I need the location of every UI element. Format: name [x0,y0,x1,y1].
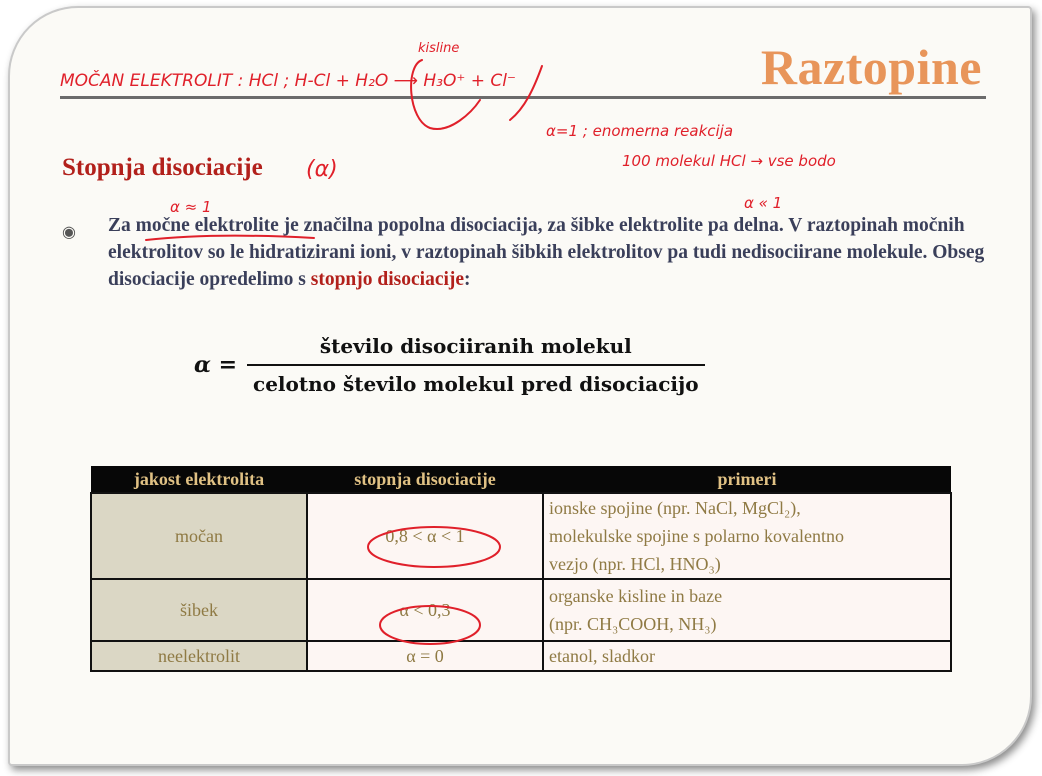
header-stopnja: stopnja disociacije [307,466,543,493]
ink-section-alpha: (α) [306,157,338,182]
cell-jakost: šibek [91,579,307,641]
ink-line1: MOČAN ELEKTROLIT : HCl ; H-Cl + H₂O ⟶ H₃O⁺ + Cl⁻ [60,71,516,91]
title-divider [60,96,986,99]
cell-jakost: neelektrolit [91,641,307,671]
header-jakost: jakost elektrolita [91,466,307,493]
cell-jakost: močan [91,493,307,579]
primeri-line: organske kisline in baze [549,586,723,606]
bullet-text [108,212,988,293]
slide-title: Raztopine [760,39,982,95]
section-title: Stopnja disociacije [62,154,263,181]
bullet-highlight: stopnjo disociacije [310,269,465,290]
cell-stopnja: α < 0,3 [307,579,543,641]
ink-alpha-one: α=1 ; enomerna reakcija [546,122,734,140]
ink-arrow-stroke [510,66,542,120]
header-primeri: primeri [543,466,951,493]
primeri-line: ionske spojine (npr. NaCl, MgCl₂), [549,498,801,518]
primeri-line: etanol, sladkor [549,646,655,666]
ink-alpha-approx: α ≈ 1 [170,198,212,216]
dissociation-table [90,466,952,672]
ink-kisline: kisline [418,41,460,56]
table-header-row [91,466,951,493]
ink-loop-arrow [411,60,480,129]
bullet-icon: ◉ [62,224,76,241]
bullet-text-part1: Za močne elektrolite je značilna popolna disociacija, za šibke elektrolite pa delna. V raztopinah močnih elektrolitov so le hidratizirani ioni, v raztopinah šibkih elektrolitov pa tudi nedisociirane molekule. Obseg disociacije opredelimo s [108,215,985,290]
formula-fraction [247,334,705,396]
bullet-text-part2: : [464,269,471,290]
cell-stopnja: 0,8 < α < 1 [307,493,543,579]
table-row [91,641,951,671]
formula-lhs: α = [194,352,238,378]
slide [8,6,1032,766]
table-row [91,493,951,579]
cell-primeri [543,579,951,641]
primeri-line: molekulske spojine s polarno kovalentno [549,526,844,546]
primeri-line: vezjo (npr. HCl, HNO₃) [549,554,721,574]
ink-alpha-less: α « 1 [744,194,783,212]
ink-hundred: 100 molekul HCl → vse bodo [622,152,836,170]
table-row [91,579,951,641]
primeri-line: (npr. CH₃COOH, NH₃) [549,614,717,634]
cell-stopnja: α = 0 [307,641,543,671]
cell-primeri [543,641,951,671]
formula [194,334,705,396]
cell-primeri [543,493,951,579]
formula-numerator: število disociiranih molekul [319,334,632,358]
formula-denominator: celotno število molekul pred disociacijo [253,372,699,396]
